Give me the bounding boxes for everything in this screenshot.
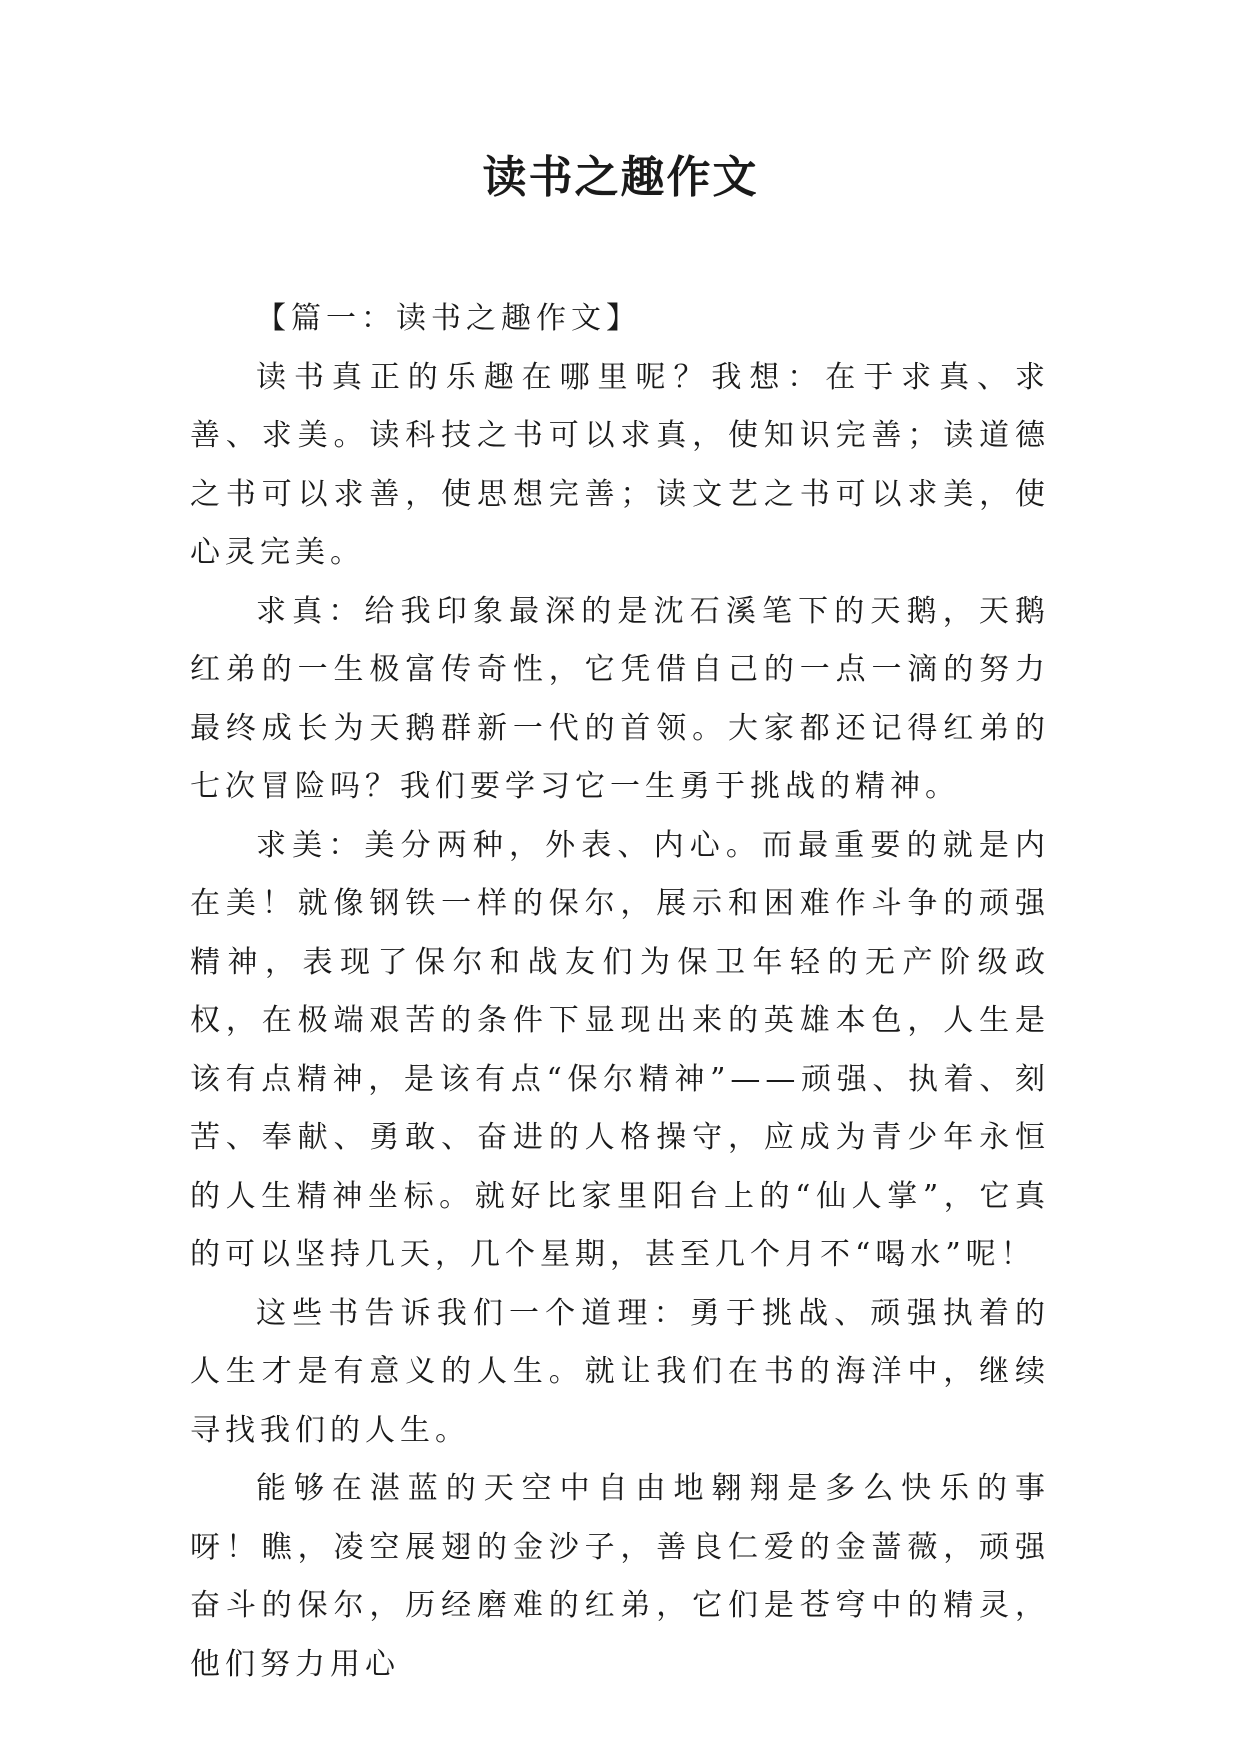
paragraph: 求真：给我印象最深的是沈石溪笔下的天鹅，天鹅红弟的一生极富传奇性，它凭借自己的一点一滴的努力最终成长为天鹅群新一代的首领。大家都还记得红弟的七次冒险吗？我们要学习它一生勇于挑战的精神。: [190, 593, 1050, 804]
paragraph: 读书真正的乐趣在哪里呢？我想：在于求真、求善、求美。读科技之书可以求真，使知识完善；读道德之书可以求善，使思想完善；读文艺之书可以求美，使心灵完美。: [190, 359, 1050, 570]
paragraph: 能够在湛蓝的天空中自由地翱翔是多么快乐的事呀！瞧，凌空展翅的金沙子，善良仁爱的金蔷薇，顽强奋斗的保尔，历经磨难的红弟，它们是苍穹中的精灵，他们努力用心: [190, 1471, 1050, 1682]
section-heading: 【篇一：读书之趣作文】: [256, 301, 641, 336]
paragraph: 这些书告诉我们一个道理：勇于挑战、顽强执着的人生才是有意义的人生。就让我们在书的海洋中，继续寻找我们的人生。: [190, 1295, 1050, 1448]
document-body: [190, 290, 1050, 1694]
paragraph: 求美：美分两种，外表、内心。而最重要的就是内在美！就像钢铁一样的保尔，展示和困难作斗争的顽强精神，表现了保尔和战友们为保卫年轻的无产阶级政权，在极端艰苦的条件下显现出来的英雄本色，人生是该有点精神，是该有点“保尔精神”——顽强、执着、刻苦、奉献、勇敢、奋进的人格操守，应成为青少年永恒的人生精神坐标。就好比家里阳台上的“仙人掌”，它真的可以坚持几天，几个星期，甚至几个月不“喝水”呢！: [190, 827, 1050, 1272]
document-title: 读书之趣作文: [482, 152, 759, 203]
